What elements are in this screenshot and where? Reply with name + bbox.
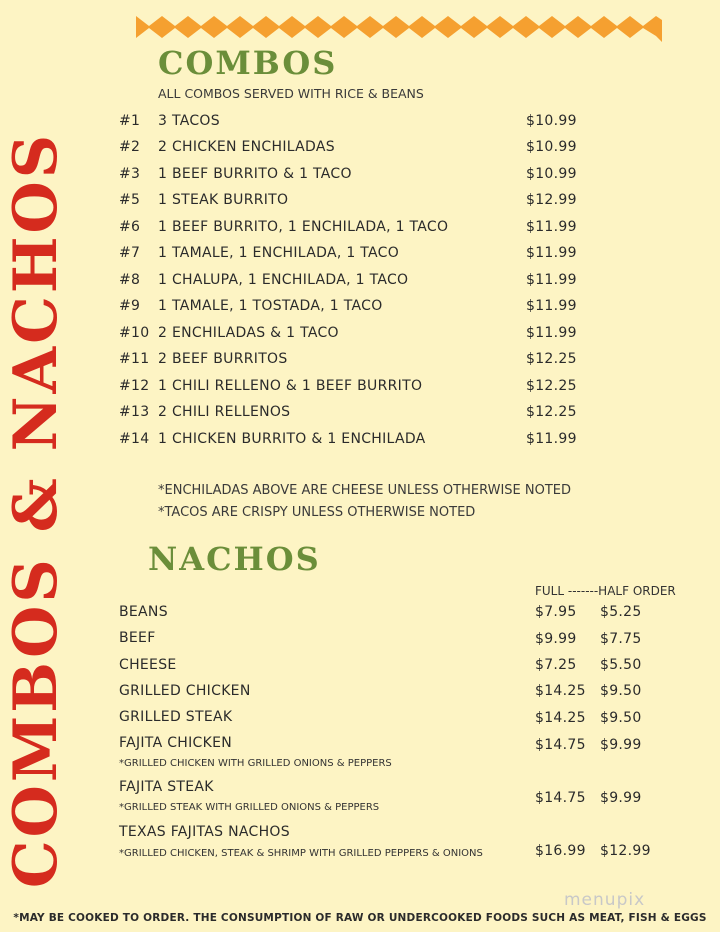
nacho-name: TEXAS FAJITAS NACHOS	[119, 824, 290, 840]
nacho-price-half: $5.50	[600, 657, 642, 673]
combo-num: #7	[119, 245, 141, 261]
combo-price: $12.25	[526, 351, 577, 367]
combo-num: #8	[119, 272, 141, 288]
nacho-description: *GRILLED CHICKEN WITH GRILLED ONIONS & PEPPERS	[119, 758, 392, 769]
combo-name: 2 ENCHILADAS & 1 TACO	[158, 325, 339, 341]
nacho-price-half: $9.99	[600, 790, 642, 806]
combo-name: 1 CHALUPA, 1 ENCHILADA, 1 TACO	[158, 272, 409, 288]
combo-name: 1 BEEF BURRITO, 1 ENCHILADA, 1 TACO	[158, 219, 449, 235]
combo-name: 1 CHICKEN BURRITO & 1 ENCHILADA	[158, 431, 426, 447]
nacho-price-half: $9.50	[600, 683, 642, 699]
combo-price: $11.99	[526, 298, 577, 314]
combo-price: $11.99	[526, 245, 577, 261]
combo-num: #5	[119, 192, 141, 208]
zigzag-banner	[136, 12, 662, 42]
nacho-name: FAJITA STEAK	[119, 779, 214, 795]
nacho-price-full: $7.95	[535, 604, 577, 620]
combo-name: 1 TAMALE, 1 TOSTADA, 1 TACO	[158, 298, 383, 314]
combo-num: #12	[119, 378, 150, 394]
watermark-logo: menupix	[564, 890, 646, 910]
combo-name: 1 STEAK BURRITO	[158, 192, 289, 208]
footer-disclaimer: *MAY BE COOKED TO ORDER. THE CONSUMPTION OF RAW OR UNDERCOOKED FOODS SUCH AS MEAT, FISH & EGGS	[13, 912, 707, 924]
combos-subtitle: ALL COMBOS SERVED WITH RICE & BEANS	[158, 86, 424, 101]
nacho-name: GRILLED STEAK	[119, 709, 233, 725]
nacho-price-half: $9.99	[600, 737, 642, 753]
nacho-price-full: $14.75	[535, 737, 586, 753]
combo-price: $11.99	[526, 219, 577, 235]
combo-name: 2 CHILI RELLENOS	[158, 404, 291, 420]
combo-num: #14	[119, 431, 150, 447]
combo-price: $11.99	[526, 272, 577, 288]
combo-price: $12.99	[526, 192, 577, 208]
nacho-price-full: $14.25	[535, 710, 586, 726]
nacho-description: *GRILLED STEAK WITH GRILLED ONIONS & PEPPERS	[119, 802, 380, 813]
combo-note: *ENCHILADAS ABOVE ARE CHEESE UNLESS OTHERWISE NOTED	[158, 483, 572, 498]
zigzag-banner-shape	[136, 16, 662, 42]
nacho-price-full: $16.99	[535, 843, 586, 859]
combo-num: #6	[119, 219, 141, 235]
combo-num: #13	[119, 404, 150, 420]
nacho-price-half: $9.50	[600, 710, 642, 726]
nacho-price-full: $7.25	[535, 657, 577, 673]
combo-name: 1 TAMALE, 1 ENCHILADA, 1 TACO	[158, 245, 400, 261]
combo-price: $12.25	[526, 404, 577, 420]
nacho-price-full: $9.99	[535, 631, 577, 647]
combo-price: $12.25	[526, 378, 577, 394]
combo-price: $10.99	[526, 166, 577, 182]
nacho-name: CHEESE	[119, 657, 177, 673]
combo-num: #10	[119, 325, 150, 341]
combo-price: $11.99	[526, 431, 577, 447]
nacho-price-full: $14.75	[535, 790, 586, 806]
nacho-price-half: $7.75	[600, 631, 642, 647]
side-title: COMBOS & NACHOS	[1, 131, 71, 889]
combo-num: #11	[119, 351, 150, 367]
combo-note: *TACOS ARE CRISPY UNLESS OTHERWISE NOTED	[158, 505, 476, 520]
combos-title: COMBOS	[158, 44, 338, 82]
nacho-name: BEEF	[119, 630, 156, 646]
combo-price: $11.99	[526, 325, 577, 341]
nacho-price-half: $12.99	[600, 843, 651, 859]
nacho-description: *GRILLED CHICKEN, STEAK & SHRIMP WITH GRILLED PEPPERS & ONIONS	[119, 848, 483, 859]
nacho-name: BEANS	[119, 604, 168, 620]
combo-price: $10.99	[526, 139, 577, 155]
combo-price: $10.99	[526, 113, 577, 129]
combo-name: 3 TACOS	[158, 113, 220, 129]
combo-name: 1 BEEF BURRITO & 1 TACO	[158, 166, 352, 182]
combo-num: #2	[119, 139, 141, 155]
combo-name: 2 CHICKEN ENCHILADAS	[158, 139, 335, 155]
combo-num: #9	[119, 298, 141, 314]
nachos-title: NACHOS	[148, 540, 321, 578]
nacho-name: FAJITA CHICKEN	[119, 735, 233, 751]
combo-num: #1	[119, 113, 141, 129]
combo-name: 2 BEEF BURRITOS	[158, 351, 288, 367]
nachos-column-header: FULL -------HALF ORDER	[535, 584, 676, 598]
nacho-name: GRILLED CHICKEN	[119, 683, 251, 699]
combo-name: 1 CHILI RELLENO & 1 BEEF BURRITO	[158, 378, 423, 394]
nacho-price-full: $14.25	[535, 683, 586, 699]
nacho-price-half: $5.25	[600, 604, 642, 620]
combo-num: #3	[119, 166, 141, 182]
